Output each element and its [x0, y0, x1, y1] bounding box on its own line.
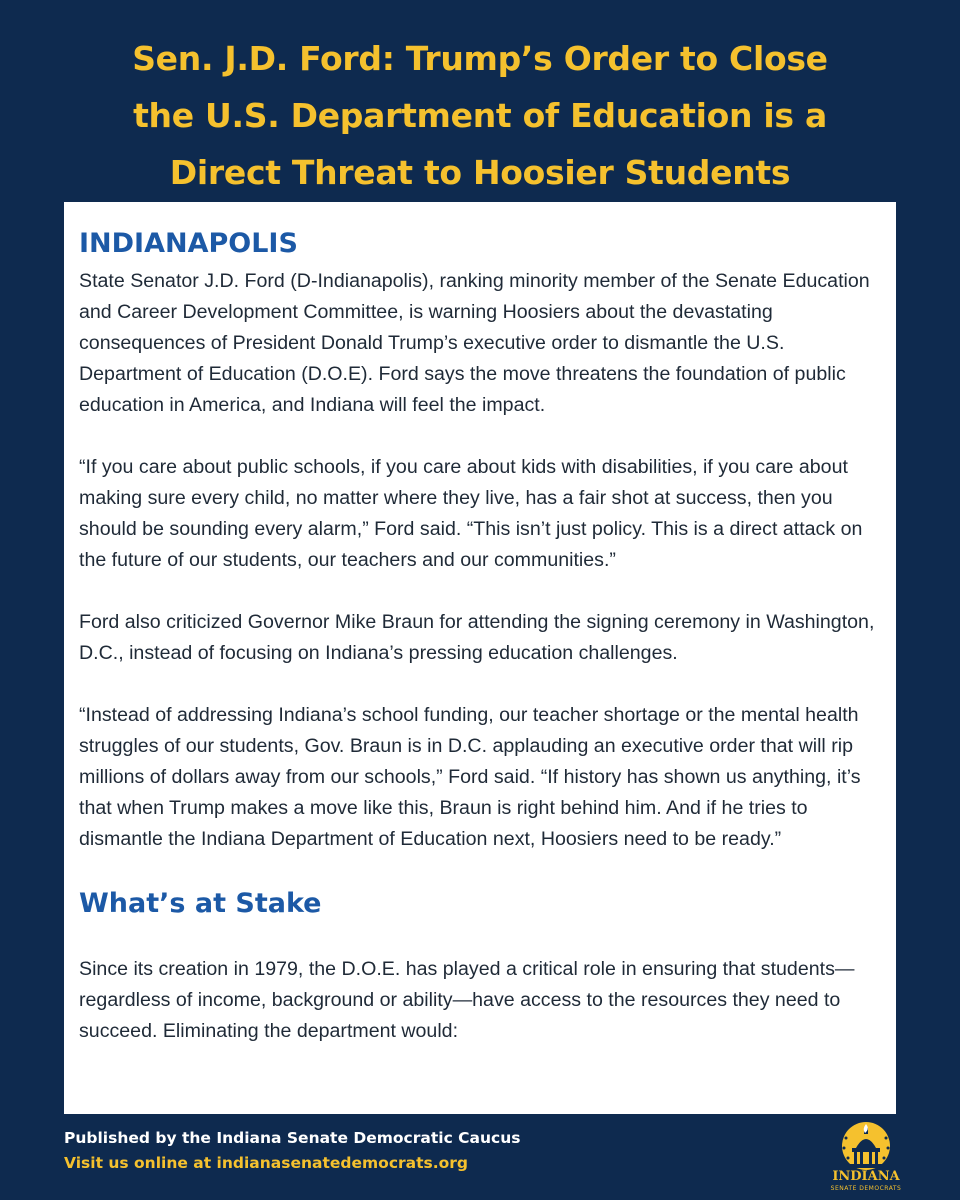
paragraph-quote-2: “Instead of addressing Indiana’s school funding, our teacher shortage or the mental health struggles of our students, Gov. Braun is in D.C. applauding an executive order that will rip millions of dollars away from our schools,” Ford said. “If history has shown us anything, it’s that when Trump makes a move like this, Braun is right behind him. And if he tries to dismantle the Indiana Department of Education next, Hoosiers need to be ready.”	[79, 704, 861, 850]
section-heading-stake: What’s at Stake	[79, 888, 322, 919]
logo-name: INDIANA	[832, 1169, 900, 1184]
dateline: INDIANAPOLIS	[79, 228, 298, 259]
headline-line-3: Direct Threat to Hoosier Students	[169, 153, 791, 192]
website-link[interactable]: Visit us online at indianasenatedemocrats.org	[64, 1154, 469, 1172]
paragraph-intro: State Senator J.D. Ford (D-Indianapolis), ranking minority member of the Senate Education and Career Development Committee, is warning Hoosiers about the devastating consequences of President Donald Trump’s executive order to dismantle the U.S. Department of Education (D.O.E). Ford says the move threatens the foundation of public education in America, and Indiana will feel the impact.	[79, 270, 870, 416]
headline-line-1: Sen. J.D. Ford: Trump’s Order to Close	[132, 39, 828, 78]
paragraph-quote-1: “If you care about public schools, if you care about kids with disabilities, if you care about making sure every child, no matter where they live, has a fair shot at success, then you should be sounding every alarm,” Ford said. “This isn’t just policy. This is a direct attack on the future of our students, our teachers and our communities.”	[79, 456, 863, 571]
headline-line-2: the U.S. Department of Education is a	[133, 96, 827, 135]
published-by: Published by the Indiana Senate Democratic Caucus	[64, 1129, 521, 1147]
footer	[64, 1126, 520, 1176]
article-card	[64, 202, 896, 1114]
paragraph-criticism: Ford also criticized Governor Mike Braun for attending the signing ceremony in Washington, D.C., instead of focusing on Indiana’s pressing education challenges.	[79, 611, 875, 664]
paragraph-stake: Since its creation in 1979, the D.O.E. has played a critical role in ensuring that students—regardless of income, background or ability—have access to the resources they need to succeed. Eliminating the department would:	[79, 958, 855, 1042]
headline	[0, 30, 960, 201]
logo-subtitle: SENATE DEMOCRATS	[830, 1185, 902, 1192]
